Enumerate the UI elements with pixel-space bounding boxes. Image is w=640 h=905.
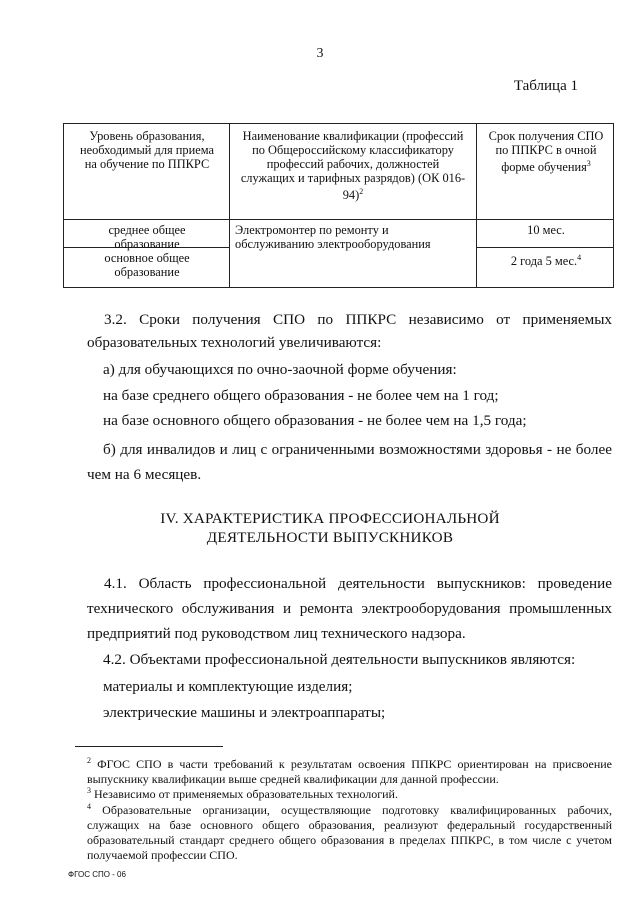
table-border-bottom	[63, 287, 614, 288]
header-qualification-text: Наименование квалификации (профессий по Общероссийскому классификатору профессий рабочих, должностей служащих и тарифных разрядов) (ОК 016-94)	[240, 129, 466, 203]
para-3-2-item-a: а) для обучающихся по очно-заочной форме обучения:	[103, 361, 457, 378]
object-item-2: электрические машины и электроаппараты;	[103, 704, 386, 721]
para-3-2-item-b: б) для инвалидов и лиц с ограниченными возможностями здоровья - не более чем на 6 месяцев.	[87, 441, 612, 483]
header-qualification	[239, 129, 467, 202]
table-border-left	[63, 123, 64, 288]
table-col-divider-1	[229, 123, 230, 288]
footnote-4	[87, 799, 612, 863]
row2-term-sup: 4	[577, 253, 582, 262]
header-term-sup: 3	[586, 159, 591, 168]
object-item-1: материалы и комплектующие изделия;	[103, 678, 353, 695]
footnote-2-num: 2	[87, 756, 91, 765]
footnote-separator	[75, 746, 223, 747]
para-3-2-intro: 3.2. Сроки получения СПО по ППКРС независимо от применяемых образовательных технологий увеличиваются:	[87, 311, 612, 351]
footnote-4-num: 4	[87, 802, 91, 811]
footnote-2-text: ФГОС СПО в части требований к результатам освоения ППКРС ориентирован на присвоение выпускнику квалификации выше средней квалификации для данной профессии.	[87, 757, 613, 786]
qualification-table	[63, 123, 614, 288]
row2-term	[483, 251, 609, 268]
para-4-1: 4.1. Область профессиональной деятельности выпускников: проведение технического обслуживания и ремонта электрооборудования промышленных предприятий под руководством лиц технического надзора.	[87, 575, 612, 642]
section-4-heading-line2: ДЕЯТЕЛЬНОСТИ ВЫПУСКНИКОВ	[206, 529, 454, 546]
footer-code: ФГОС СПО - 06	[68, 870, 126, 879]
header-education-level: Уровень образования, необходимый для приема на обучение по ППКРС	[79, 129, 215, 171]
para-3-2-item-a2: на базе основного общего образования - не более чем на 1,5 года;	[103, 412, 527, 429]
header-qualification-sup: 2	[359, 187, 364, 196]
row1-qualification: Электромонтер по ремонту и обслуживанию электрооборудования	[235, 223, 431, 251]
section-4-heading-line1: IV. ХАРАКТЕРИСТИКА ПРОФЕССИОНАЛЬНОЙ	[160, 510, 500, 527]
table-row-divider-right	[476, 247, 614, 248]
row1-term: 10 мес.	[527, 223, 565, 237]
footnote-2	[87, 753, 612, 787]
table-col-divider-2	[476, 123, 477, 288]
table-caption: Таблица 1	[513, 78, 578, 94]
row2-term-text: 2 года 5 мес.	[510, 254, 578, 269]
footnote-3-text: Независимо от применяемых образовательных технологий.	[94, 787, 398, 801]
table-header-divider	[63, 219, 614, 220]
header-term-text: Срок получения СПО по ППКРС в очной форме обучения	[488, 129, 604, 175]
footnote-4-text: Образовательные организации, осуществляющие подготовку квалифицированных рабочих, служащих на базе основного общего образования, реализуют федеральный государственный образовательный стандарт среднего общего образования в пределах ППКРС, в том числе с учетом получаемой профессии СПО.	[87, 803, 613, 862]
table-border-top	[63, 123, 614, 124]
page-number: 3	[316, 46, 324, 61]
para-3-2-item-a1: на базе среднего общего образования - не более чем на 1 год;	[103, 387, 499, 404]
header-term	[483, 129, 609, 174]
row2-level: основное общее образование	[104, 251, 190, 279]
footnote-3-num: 3	[87, 786, 91, 795]
table-border-right	[613, 123, 614, 288]
row1-level: среднее общее образование	[108, 223, 186, 251]
para-4-2: 4.2. Объектами профессиональной деятельности выпускников являются:	[103, 651, 576, 668]
